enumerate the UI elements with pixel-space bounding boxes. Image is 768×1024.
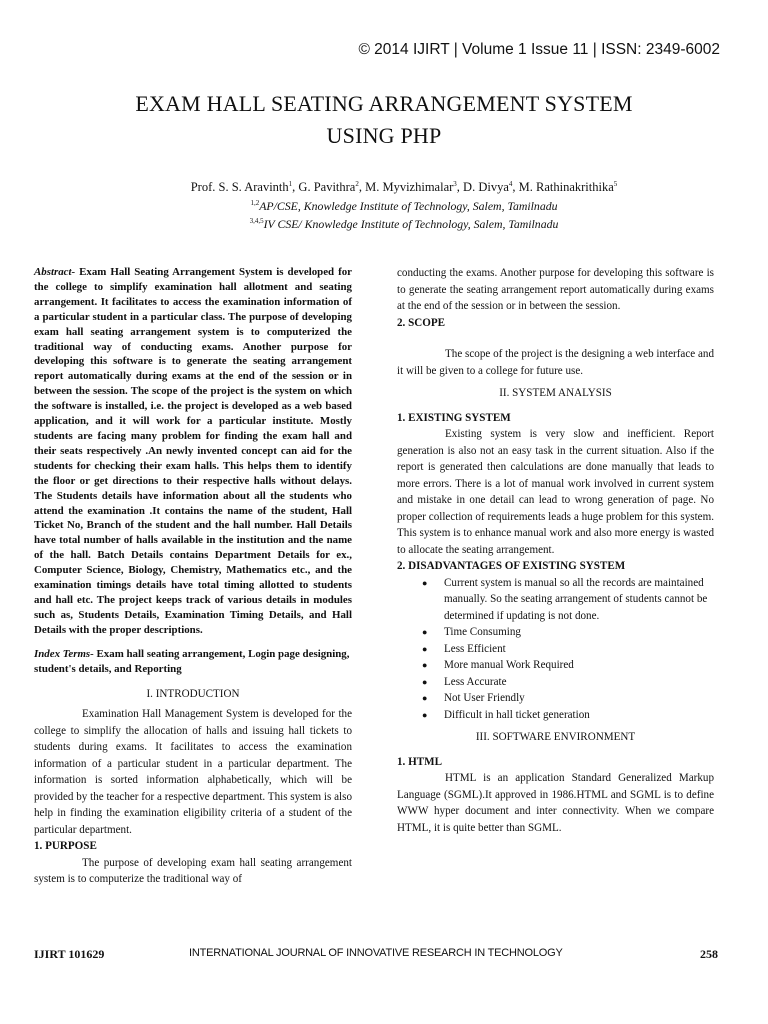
- journal-header: © 2014 IJIRT | Volume 1 Issue 11 | ISSN: 2349-6002: [358, 41, 720, 58]
- purpose-heading: 1. PURPOSE: [34, 840, 97, 853]
- author-name: M. Rathinakrithika: [518, 180, 614, 195]
- software-heading: III. SOFTWARE ENVIRONMENT: [475, 731, 636, 743]
- list-item: [414, 674, 714, 691]
- affiliation-sup: 3,4,5: [249, 217, 264, 226]
- bullet-icon: ●: [422, 643, 428, 654]
- affiliation-sup: 1,2: [250, 199, 260, 208]
- bullet-icon: ●: [422, 577, 428, 588]
- intro-heading: I. INTRODUCTION: [146, 687, 240, 700]
- affiliation-text: AP/CSE, Knowledge Institute of Technology, Salem, Tamilnadu: [259, 199, 558, 213]
- list-item-text: Less Efficient: [444, 642, 506, 655]
- list-item-text: More manual Work Required: [444, 659, 574, 671]
- abstract: [34, 265, 352, 638]
- bullet-icon: ●: [422, 660, 428, 670]
- paper-title: [0, 88, 768, 152]
- footer-paper-id: IJIRT 101629: [34, 947, 105, 961]
- purpose-text: The purpose of developing exam hall seating arrangement system is to computerize the traditional way of: [34, 856, 352, 886]
- bullet-icon: ●: [422, 676, 428, 687]
- author-sup: 1: [288, 180, 293, 188]
- list-item: [414, 707, 714, 724]
- author-name: M. Myvizhimalar: [365, 180, 454, 195]
- page-number: 258: [700, 947, 718, 961]
- title-line-1: EXAM HALL SEATING ARRANGEMENT SYSTEM: [135, 91, 633, 116]
- list-item-text: Less Accurate: [444, 675, 507, 688]
- list-item-text: Difficult in hall ticket generation: [444, 708, 590, 721]
- author-name: D. Divya: [463, 180, 509, 195]
- existing-text: Existing system is very slow and inefficient. Report generation is also not an easy task in the current situation. Also if the report is generated then calculations are done manually that leads to more errors. There is a lot of manual work involved in current system and mistake in one detail can lead to wrong generation of page. No proper collection of requirements leads a huge problem for this system. This system is to enhance manual work and also more energy is wasted to allocate the seating arrangement.: [397, 428, 714, 556]
- author-name: G. Pavithra: [298, 180, 356, 195]
- author-sup: 3: [453, 180, 457, 188]
- list-item: [414, 624, 714, 641]
- author-sup: 5: [613, 180, 618, 188]
- affiliation-2: [0, 217, 768, 232]
- disadvantages-heading: 2. DISADVANTAGES OF EXISTING SYSTEM: [397, 560, 626, 572]
- abstract-lead: Abstract-: [34, 266, 76, 278]
- analysis-heading: II. SYSTEM ANALYSIS: [499, 387, 612, 399]
- index-terms-text: Exam hall seating arrangement, Login page designing, student's details, and Reporting: [34, 647, 350, 676]
- purpose-text-continued: conducting the exams. Another purpose for developing this software is to generate the seating arrangement report automatically during exams at the end of the session or in between the session.: [397, 267, 714, 312]
- author-name: Prof. S. S. Aravinth: [190, 180, 289, 195]
- list-item: [414, 657, 714, 674]
- disadvantages-list: [414, 575, 714, 724]
- list-item: [414, 690, 714, 707]
- list-item-text: Not User Friendly: [444, 692, 525, 704]
- author-sup: 4: [508, 180, 513, 188]
- list-item-text: Current system is manual so all the records are maintained manually. So the seating arrangement of students cannot be determined if updating is not done.: [444, 576, 708, 622]
- bullet-icon: ●: [422, 627, 428, 637]
- html-text: HTML is an application Standard Generalized Markup Language (SGML).It approved in 1986.HTML and SGML is to define WWW hyper document and inter connectivity. When we compare HTML, it is quite better than SGML.: [397, 772, 714, 834]
- bullet-icon: ●: [422, 709, 428, 720]
- intro-text: Examination Hall Management System is developed for the college to simplify the allocation of halls and issuing hall tickets to students during exams. It facilitates to access the examination information of a particular student in a particular department. The information is sorted information alphabetically, which will be provided by the teacher for a respective department. This system is also help in finding the examination eligibility criteria of a student of the particular department.: [34, 708, 352, 836]
- footer-journal-name: INTERNATIONAL JOURNAL OF INNOVATIVE RESEARCH IN TECHNOLOGY: [189, 947, 563, 959]
- right-column: [397, 265, 714, 836]
- index-terms-lead: Index Terms-: [34, 647, 94, 660]
- index-terms: [34, 647, 352, 678]
- title-line-2: USING PHP: [326, 123, 442, 148]
- affiliation-text: IV CSE/ Knowledge Institute of Technology, Salem, Tamilnadu: [263, 217, 559, 231]
- list-item: [414, 641, 714, 658]
- author-sup: 2: [355, 180, 359, 188]
- scope-heading: 2. SCOPE: [397, 316, 446, 329]
- bullet-icon: ●: [422, 693, 428, 703]
- list-item-text: Time Consuming: [444, 626, 521, 638]
- html-heading: 1. HTML: [397, 755, 442, 768]
- list-item: [414, 575, 714, 625]
- scope-text: The scope of the project is the designing a web interface and it will be given to a college for future use.: [397, 348, 714, 377]
- left-column: [34, 265, 352, 888]
- affiliation-1: [0, 199, 768, 214]
- author-list: Prof. S. S. Aravinth$^1$, G. Pavithra$^2$, M. Myvizhimalar$^3$, D. Divya$^4$, M. Rathinakrithika$^5$: [190, 180, 618, 195]
- abstract-text: Exam Hall Seating Arrangement System is developed for the college to simplify examination hall allotment and seating arrangement. It facilitates to access the examination information of a particular student in a particular class. The purpose of developing exam hall seating arrangement system is to computerized the traditional way of conducting exams. Another purpose for developing this software is to generate the seating arrangement report automatically during exams at the end of the session or in between the session. The scope of the project is the system on which the software is installed, i.e. the project is developed as a web based application, and it will work for a particular institute. Mostly students are facing many problem for finding the exam hall and their seats respectively .An newly invented concept can aid for the students for checking their exam halls. This helps them to identify the floor or get directions to their respective halls without delays. The Students details have information about all the students who attend the examination .It contains the name of the student, Hall Ticket No, Branch of the student and the hall number. Hall Details have total number of halls available in the institution and the name of the hall. Batch Details contains Department Details for ex., Computer Science, Biology, Chemistry, Mathematics etc., and the examination timings details have total timing allotted to students and hall etc. The project keeps track of various details in modules such as, Students Details, Examination Timing Details, and Hall Details with the proper descriptions.: [34, 266, 352, 636]
- existing-heading: 1. EXISTING SYSTEM: [397, 411, 511, 424]
